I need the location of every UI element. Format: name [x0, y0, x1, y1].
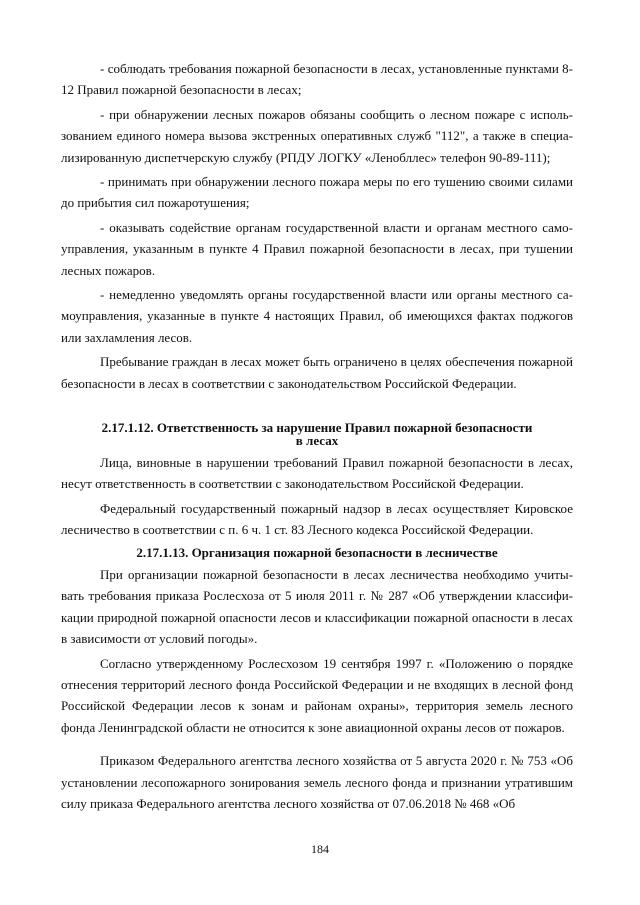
section-organization	[61, 546, 573, 814]
paragraph-stay-restriction: Пребывание граждан в лесах может быть ограничено в целях обеспечения пожарной безопасности в лесах в соответствии с законодательством Российской Федерации.	[61, 354, 573, 391]
paragraph-rosleshoz-order: При организации пожарной безопасности в лесах лесничества необходимо учитывать требования приказа Рослесхоза от 5 июля 2011 г. № 287 «Об утверждении классификации природной пожарной опасности лесов и классификации пожарной опасности в лесах в зависимости от условий погоды».	[61, 567, 573, 647]
section-heading-organization: 2.17.1.13. Организация пожарной безопасности в лесничестве	[136, 545, 498, 560]
paragraph-fire-supervision: Федеральный государственный пожарный надзор в лесах осуществляет Кировское лесничество в соответствии с п. 6 ч. 1 ст. 83 Лесного кодекса Российской Федерации.	[61, 500, 573, 538]
heading-line-2: в лесах	[295, 433, 339, 448]
paragraph-extinguish: - принимать при обнаружении лесного пожара меры по его тушению своими силами до прибытия сил пожаротушения;	[61, 174, 573, 211]
section-heading-responsibility	[61, 421, 573, 447]
paragraph-liability: Лица, виновные в нарушении требований Правил пожарной безопасности в лесах, несут ответственность в соответствии с законодательством Российской Федерации.	[61, 455, 573, 492]
paragraph-report-fire: - при обнаружении лесных пожаров обязаны сообщить о лесном пожаре с использованием единого номера вызова экстренных оперативных служб "112", а также в специализированную диспетчерскую службу (РПДУ ЛОГКУ «Ленобллес» телефон 90-89-111);	[61, 106, 573, 165]
paragraph-notify-authorities: - немедленно уведомлять органы государственной власти или органы местного самоуправления, указанные в пункте 4 настоящих Правил, об имеющихся фактах поджогов или захламления лесов.	[61, 287, 573, 345]
paragraph-federal-agency-order: Приказом Федерального агентства лесного хозяйства от 5 августа 2020 г. № 753 «Об установлении лесопожарного зонирования земель лесного фонда и признании утратившим силу приказа Федерального агентства лесного хозяйства от 07.06.2018 № 468 «Об	[61, 753, 573, 812]
paragraph-fire-rules: - соблюдать требования пожарной безопасности в лесах, установленные пунктами 8-12 Правил пожарной безопасности в лесах;	[61, 61, 573, 98]
heading-line-1: 2.17.1.12. Ответственность за нарушение Правил пожарной безопасности	[101, 420, 533, 435]
section-responsibility	[61, 421, 573, 541]
top-text-block	[61, 58, 573, 394]
paragraph-zoning-regulation: Согласно утвержденному Рослесхозом 19 сентября 1997 г. «Положению о порядке отнесения территорий лесного фонда Российской Федерации и не входящих в лесной фонд Российской Федерации лесов к зонам и районам охраны», территория земель лесного фонда Ленинградской области не относится к зоне авиационной охраны лесов от пожаров.	[61, 655, 573, 735]
page-number: 184	[311, 842, 329, 856]
paragraph-assist-authorities: - оказывать содействие органам государственной власти и органам местного самоуправления, указанным в пункте 4 Правил пожарной безопасности в лесах, при тушении лесных пожаров.	[61, 219, 573, 278]
